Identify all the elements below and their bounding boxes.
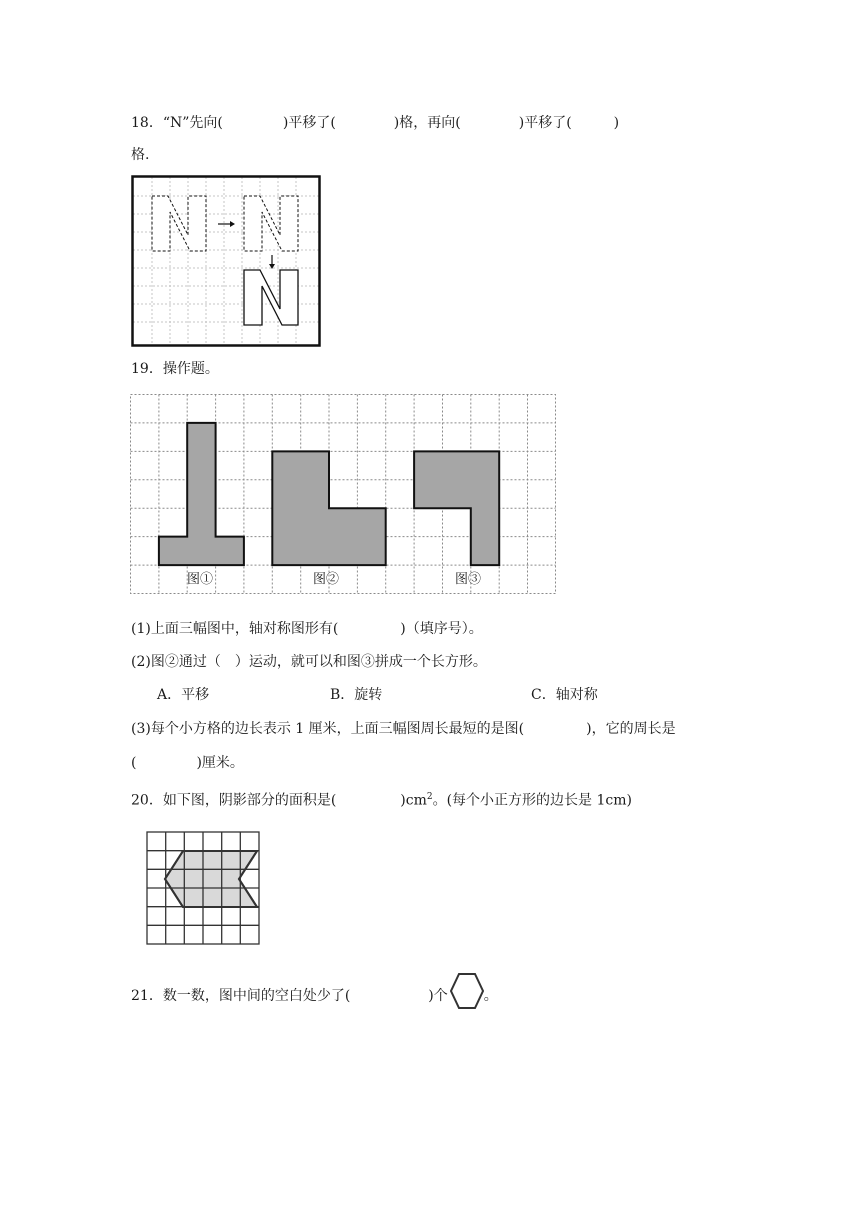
q18-text-4: )平移了( xyxy=(518,115,572,131)
fig-label-1: 图① xyxy=(187,572,214,587)
q20-shaded-area-figure xyxy=(145,830,261,946)
q20-text-a: 20．如下图，阴影部分的面积是( xyxy=(131,792,337,809)
q20-text-c: 。(每个小正方形的边长是 1cm) xyxy=(432,792,632,809)
shape-1-inverted-t xyxy=(159,423,244,565)
arrow-right-icon xyxy=(218,221,235,227)
q19-part-3-text-c: ( xyxy=(131,755,137,771)
n-shape-final xyxy=(244,270,298,325)
option-b[interactable]: B．旋转 xyxy=(330,687,383,703)
q19-part-1 xyxy=(131,619,483,639)
shaded-arrow-shape xyxy=(165,851,257,907)
q19-part-3-text-a: (3)每个小方格的边长表示 1 厘米，上面三幅图周长最短的是图( xyxy=(131,721,525,737)
q19-part-3 xyxy=(131,719,676,739)
q18-text-5: ) xyxy=(613,115,620,131)
n-shape-step1 xyxy=(244,196,298,251)
fig-label-2: 图② xyxy=(313,572,340,587)
q20-text-b: )cm xyxy=(400,792,427,809)
option-a[interactable]: A．平移 xyxy=(157,687,210,703)
q18-text-3: )格，再向( xyxy=(393,115,461,131)
q19-part-3-cont xyxy=(131,753,244,773)
q19-part-3-text-b: )，它的周长是 xyxy=(586,721,676,737)
q20-superscript: 2 xyxy=(426,792,433,802)
q21-text-a: 21．数一数，图中间的空白处少了( xyxy=(131,988,351,1004)
q20-line xyxy=(131,787,632,811)
q21-line xyxy=(131,984,498,1006)
q19-shapes-figure xyxy=(129,393,557,596)
fig-label-3: 图③ xyxy=(455,572,482,587)
option-c[interactable]: C．轴对称 xyxy=(531,687,598,703)
q18-number: 18． xyxy=(131,115,163,131)
n-shape-original xyxy=(152,196,206,251)
q19-title: 19．操作题。 xyxy=(131,361,219,377)
q21-text-c: 。 xyxy=(483,988,498,1004)
q20-grid xyxy=(147,832,259,944)
q19-part-1-text-b: )（填序号）。 xyxy=(400,621,483,637)
q18-n-translation-figure xyxy=(131,175,321,347)
q18-line xyxy=(131,113,619,133)
q18-text-1: “N”先向( xyxy=(162,115,223,131)
q19-part-1-text-a: (1)上面三幅图中，轴对称图形有( xyxy=(131,621,339,637)
hexagon-icon xyxy=(448,984,484,1000)
q21-text-b: )个 xyxy=(428,988,448,1004)
q19-part-2: (2)图②通过（ ）运动，就可以和图③拼成一个长方形。 xyxy=(131,654,487,670)
q18-line-2: 格. xyxy=(131,147,150,163)
shape-3-hook xyxy=(414,451,499,565)
q18-text-2: )平移了( xyxy=(282,115,336,131)
arrow-down-icon xyxy=(269,255,275,269)
shape-2-l-shape xyxy=(272,451,385,565)
q19-part-3-text-d: )厘米。 xyxy=(196,755,244,771)
